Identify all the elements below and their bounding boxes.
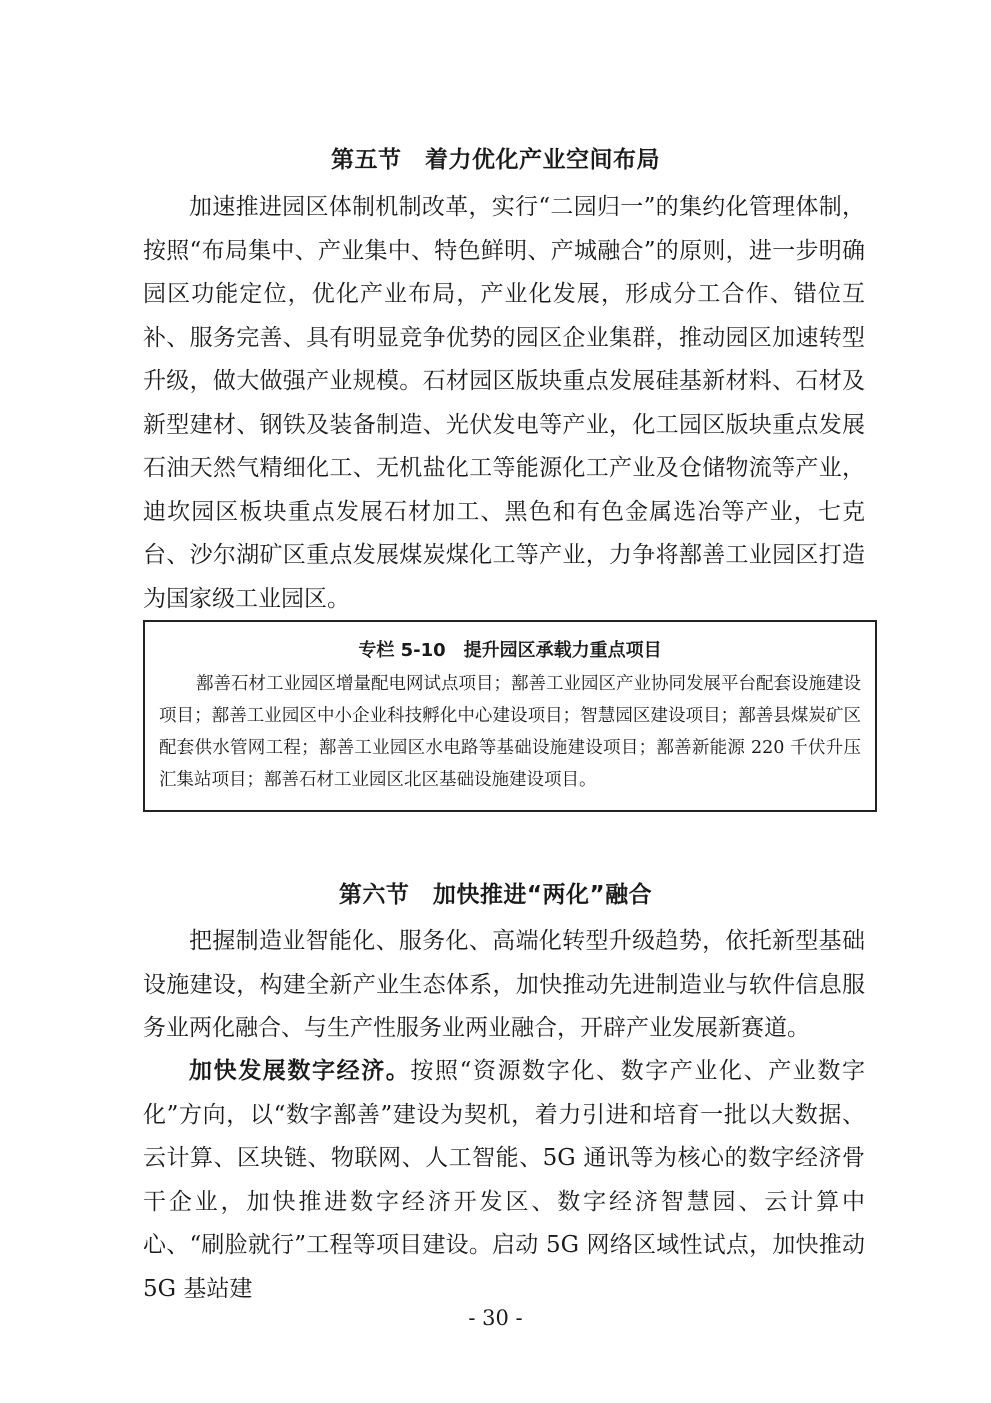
page-number: - 30 - xyxy=(468,1306,523,1330)
section-6-paragraph-1: 把握制造业智能化、服务化、高端化转型升级趋势，依托新型基础设施建设，构建全新产业生态体系，加快推动先进制造业与软件信息服务业两化融合、与生产性服务业两业融合，开辟产业发展新赛道。 xyxy=(143,928,865,1041)
section-heading-5: 第五节 着力优化产业空间布局 xyxy=(331,147,660,173)
section-heading-6: 第六节 加快推进“两化”融合 xyxy=(338,882,653,908)
paragraph-body: 按照“资源数字化、数字产业化、产业数字化”方向，以“数字鄯善”建设为契机，着力引进和培育一批以大数据、云计算、区块链、物联网、人工智能、5G 通讯等为核心的数字经济骨干企业，加快推进数字经济开发区、数字经济智慧园、云计算中心、“刷脸就行”工程等项目建设。启动 5G 网络区域性试点，加快推动 5G 基站建 xyxy=(143,1058,866,1302)
paragraph-lead: 加快发展数字经济。 xyxy=(189,1058,411,1084)
project-box-title: 专栏 5-10 提升园区承载力重点项目 xyxy=(358,640,662,661)
project-box xyxy=(143,620,877,812)
project-box-body: 鄯善石材工业园区增量配电网试点项目；鄯善工业园区产业协同发展平台配套设施建设项目；鄯善工业园区中小企业科技孵化中心建设项目；智慧园区建设项目；鄯善县煤炭矿区配套供水管网工程；鄯善工业园区水电路等基础设施建设项目；鄯善新能源 220 千伏升压汇集站项目；鄯善石材工业园区北区基础设施建设项目。 xyxy=(159,674,861,790)
section-5-paragraph: 加速推进园区体制机制改革，实行“二园归一”的集约化管理体制，按照“布局集中、产业集中、特色鲜明、产城融合”的原则，进一步明确园区功能定位，优化产业布局，产业化发展，形成分工合作、错位互补、服务完善、具有明显竞争优势的园区企业集群，推动园区加速转型升级，做大做强产业规模。石材园区版块重点发展硅基新材料、石材及新型建材、钢铁及装备制造、光伏发电等产业，化工园区版块重点发展石油天然气精细化工、无机盐化工等能源化工产业及仓储物流等产业，迪坎园区板块重点发展石材加工、黑色和有色金属选冶等产业，七克台、沙尔湖矿区重点发展煤炭煤化工等产业，力争将鄯善工业园区打造为国家级工业园区。 xyxy=(143,194,865,612)
section-6-paragraph-2 xyxy=(143,1050,865,1311)
